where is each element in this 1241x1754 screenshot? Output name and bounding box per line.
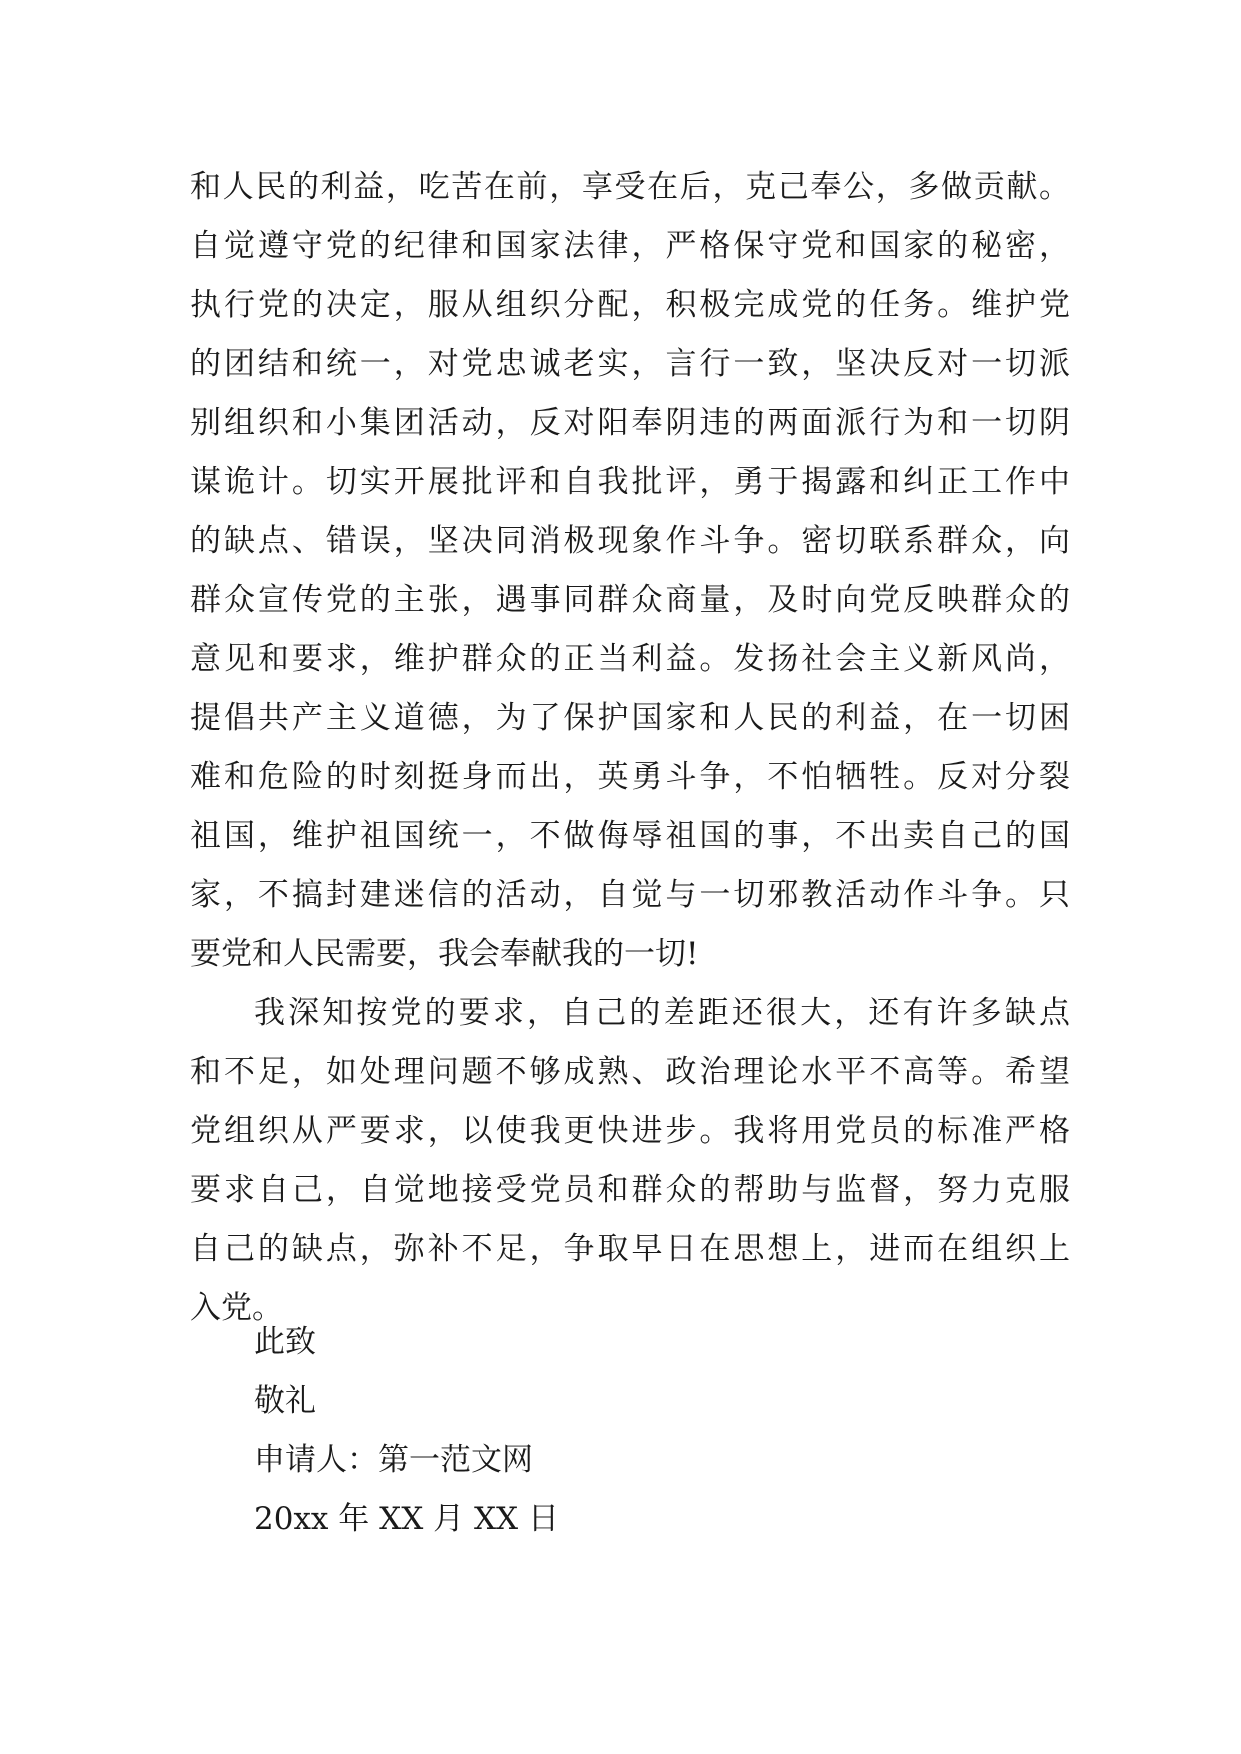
paragraph-line: 提倡共产主义道德，为了保护国家和人民的利益，在一切困: [190, 700, 1070, 736]
paragraph-line: 和不足，如处理问题不够成熟、政治理论水平不高等。希望: [190, 1054, 1070, 1090]
salutation-jingli: 敬礼: [254, 1383, 316, 1419]
applicant-signature: 申请人：第一范文网: [254, 1442, 533, 1478]
salutation-cizhi: 此致: [254, 1324, 316, 1360]
letter-body: [190, 158, 1070, 1338]
paragraph-line: 祖国，维护祖国统一，不做侮辱祖国的事，不出卖自己的国: [190, 818, 1070, 854]
paragraph-line: 我深知按党的要求，自己的差距还很大，还有许多缺点: [254, 995, 1070, 1031]
paragraph-line: 自觉遵守党的纪律和国家法律，严格保守党和国家的秘密，: [190, 228, 1070, 264]
paragraph-line: 群众宣传党的主张，遇事同群众商量，及时向党反映群众的: [190, 582, 1070, 618]
paragraph-line: 和人民的利益，吃苦在前，享受在后，克己奉公，多做贡献。: [190, 169, 1070, 205]
paragraph-line: 要党和人民需要，我会奉献我的一切!: [190, 936, 699, 972]
paragraph-line: 难和危险的时刻挺身而出，英勇斗争，不怕牺牲。反对分裂: [190, 759, 1070, 795]
paragraph-line: 意见和要求，维护群众的正当利益。发扬社会主义新风尚，: [190, 641, 1070, 677]
paragraph-line: 要求自己，自觉地接受党员和群众的帮助与监督，努力克服: [190, 1172, 1070, 1208]
paragraph-line: 别组织和小集团活动，反对阳奉阴违的两面派行为和一切阴: [190, 405, 1070, 441]
paragraph-line: 执行党的决定，服从组织分配，积极完成党的任务。维护党: [190, 287, 1070, 323]
paragraph-line: 的团结和统一，对党忠诚老实，言行一致，坚决反对一切派: [190, 346, 1070, 382]
paragraph-line: 党组织从严要求，以使我更快进步。我将用党员的标准严格: [190, 1113, 1070, 1149]
paragraph-line: 入党。: [190, 1290, 283, 1326]
paragraph-line: 家，不搞封建迷信的活动，自觉与一切邪教活动作斗争。只: [190, 877, 1070, 913]
paragraph-2: [190, 984, 1070, 1338]
letter-closing: [254, 1313, 559, 1549]
paragraph-line: 自己的缺点，弥补不足，争取早日在思想上，进而在组织上: [190, 1231, 1070, 1267]
letter-date: 20xx 年 XX 月 XX 日: [254, 1501, 559, 1537]
paragraph-1: [190, 158, 1070, 984]
paragraph-line: 的缺点、错误，坚决同消极现象作斗争。密切联系群众，向: [190, 523, 1070, 559]
paragraph-line: 谋诡计。切实开展批评和自我批评，勇于揭露和纠正工作中: [190, 464, 1070, 500]
